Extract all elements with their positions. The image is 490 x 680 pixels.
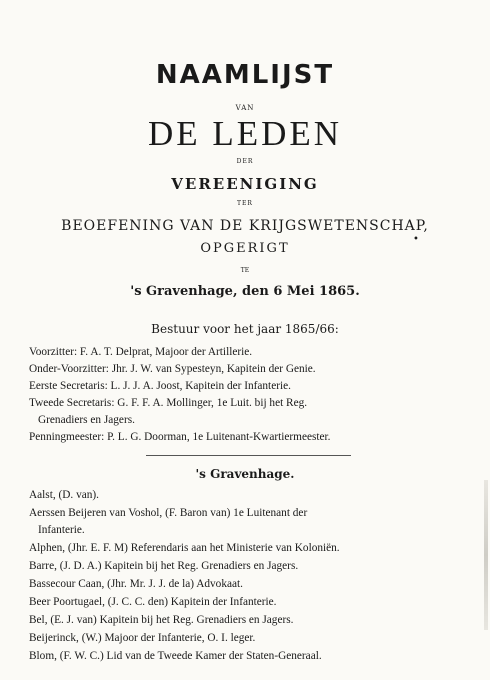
page-edge-shadow — [484, 480, 488, 630]
bestuur-line: Voorzitter: F. A. T. Delprat, Majoor der Artillerie. — [29, 346, 253, 358]
title-beoefening: BEOEFENING VAN DE KRIJGSWETENSCHAP, — [61, 218, 429, 234]
title-naamlijst: NAAMLIJST — [155, 60, 335, 90]
title-te: TE — [240, 267, 250, 274]
title-ter: TER — [237, 200, 253, 207]
member-line: Barre, (J. D. A.) Kapitein bij het Reg. Grenadiers en Jagers. — [29, 560, 299, 572]
member-line: Bel, (E. J. van) Kapitein bij het Reg. Grenadiers en Jagers. — [29, 614, 294, 626]
bestuur-line: Grenadiers en Jagers. — [38, 414, 135, 426]
member-line: Aalst, (D. van). — [29, 489, 99, 501]
member-line: Infanterie. — [38, 524, 85, 536]
member-line: Alphen, (Jhr. E. F. M) Referendaris aan het Ministerie van Koloniën. — [29, 542, 340, 554]
title-vereeniging: VEREENIGING — [171, 175, 319, 193]
section-heading: 's Gravenhage. — [195, 467, 295, 481]
bestuur-line: Eerste Secretaris: L. J. J. A. Joost, Kapitein der Infanterie. — [29, 380, 291, 392]
bestuur-line: Tweede Secretaris: G. F. F. A. Mollinger, 1e Luit. bij het Reg. — [29, 397, 308, 409]
bestuur-line: Penningmeester: P. L. G. Doorman, 1e Luitenant-Kwartiermeester. — [29, 431, 331, 443]
title-opgerigt: OPGERIGT — [200, 241, 290, 256]
bestuur-heading: Bestuur voor het jaar 1865/66: — [151, 322, 339, 336]
title-de-leden: DE LEDEN — [147, 114, 343, 153]
title-van: VAN — [235, 104, 255, 112]
member-line: Beijerinck, (W.) Majoor der Infanterie, O. I. leger. — [29, 632, 256, 644]
member-line: Blom, (F. W. C.) Lid van de Tweede Kamer der Staten-Generaal. — [29, 650, 322, 662]
member-line: Aerssen Beijeren van Voshol, (F. Baron van) 1e Luitenant der — [29, 507, 308, 519]
ink-dot: • — [413, 234, 419, 245]
bestuur-line: Onder-Voorzitter: Jhr. J. W. van Sypesteyn, Kapitein der Genie. — [29, 363, 316, 375]
divider — [146, 455, 351, 456]
title-der: DER — [236, 158, 254, 165]
title-place-date: 's Gravenhage, den 6 Mei 1865. — [130, 284, 360, 299]
member-line: Beer Poortugael, (J. C. C. den) Kapitein der Infanterie. — [29, 596, 277, 608]
member-line: Bassecour Caan, (Jhr. Mr. J. J. de la) Advokaat. — [29, 578, 243, 590]
